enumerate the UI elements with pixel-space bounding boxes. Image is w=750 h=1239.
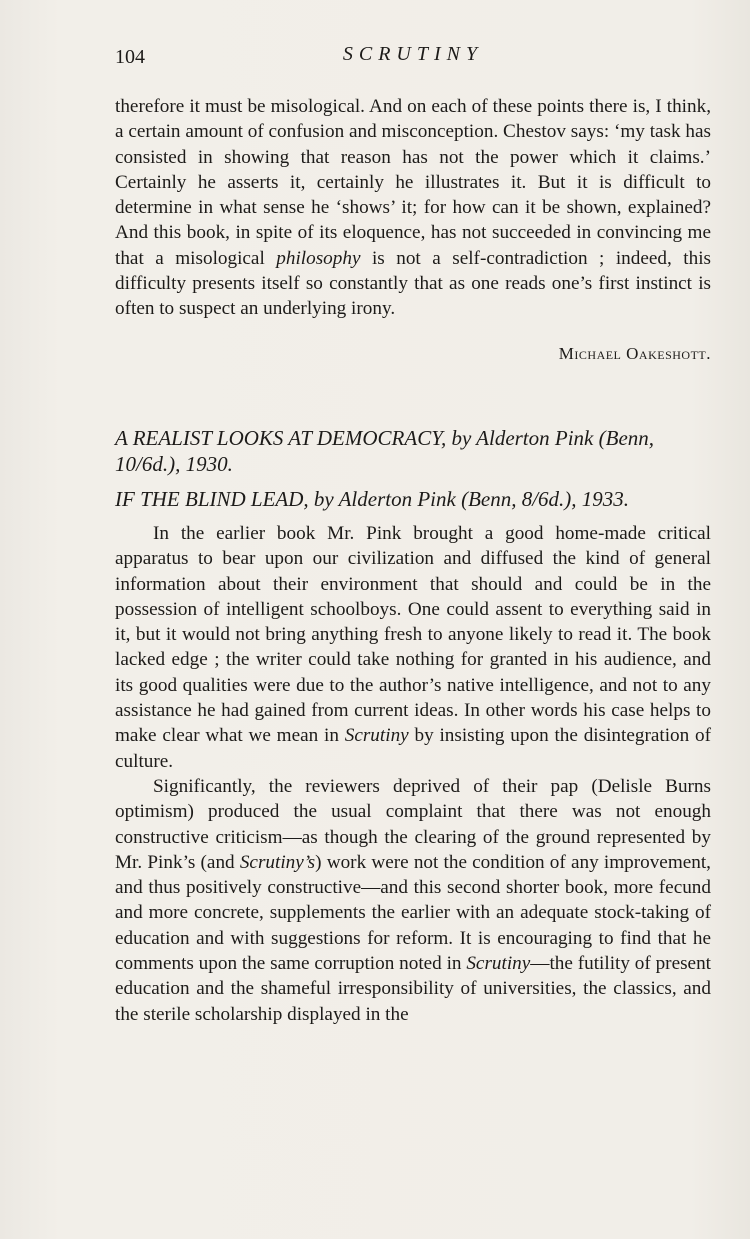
text-run: —the futility of present education and the shameful irresponsibility of universities, the classics, and the sterile scholarship displayed in the	[115, 953, 711, 1025]
text-run: In the earlier book Mr. Pink brought a good home-made critical apparatus to bear upon our civilization and diffused the kind of general information about their environment that should and could be in the possession of intelligent schoolboys. One could assent to everything said in it, but it would not bring anything fresh to anyone likely to read it. The book lacked edge ; the writer could take nothing for granted in his audience, and its good qualities were due to the author’s native intelligence, and not to any assistance he had gained from current ideas. In other words his case helps to make clear what we mean in	[115, 523, 711, 747]
review-pink-body	[115, 521, 711, 1027]
page-header	[115, 40, 711, 70]
italic-run: Scrutiny’s	[239, 851, 316, 873]
book-title-2: IF THE BLIND LEAD, by Alderton Pink (Benn, 8/6d.), 1933.	[115, 487, 630, 511]
review-oakeshott-ending	[115, 94, 711, 322]
text-run: therefore it must be misological. And on each of these points there is, I think, a certain amount of confusion and misconception. Chestov says: ‘my task has consisted in showing that reason has not the power which it claims.’ Certainly he asserts it, certainly he illustrates it. But it is difficult to determine in what sense he ‘shows’ it; for how can it be shown, explained? And this book, in spite of its eloquence, has not succeeded in convincing me that a misological	[115, 96, 711, 269]
running-title: SCRUTINY	[342, 43, 484, 65]
text-run: Significantly, the reviewers deprived of their pap (Delisle Burns optimism) produced the usual complaint that there was not enough constructive criticism—as though the clearing of the ground represented by Mr. Pink’s (and	[115, 775, 711, 873]
paragraph	[115, 521, 711, 774]
text-run: ) work were not the condition of any improvement, and thus positively constructive—and this second shorter book, more fecund and more concrete, supplements the earlier with an adequate stock-taking of education and with suggestions for reform. It is encouraging to find that he comments upon the same corruption noted in	[115, 851, 711, 975]
paragraph	[115, 774, 711, 1027]
italic-run: Scrutiny	[466, 953, 531, 975]
text-run: is not a self-contradiction ; indeed, this difficulty presents itself so constantly that as one reads one’s first instinct is often to suspect an underlying irony.	[115, 247, 711, 320]
book-title-1: A REALIST LOOKS AT DEMOCRACY, by Alderton Pink (Benn, 10/6d.), 1930.	[115, 426, 655, 476]
page-number: 104	[115, 46, 145, 68]
italic-run: Scrutiny	[344, 725, 409, 747]
review-heading	[115, 425, 715, 512]
italic-run: philosophy	[276, 247, 361, 269]
review-author: Michael Oakeshott.	[558, 344, 711, 363]
paragraph	[115, 94, 711, 322]
text-run: by insisting upon the disintegration of culture.	[115, 725, 711, 772]
